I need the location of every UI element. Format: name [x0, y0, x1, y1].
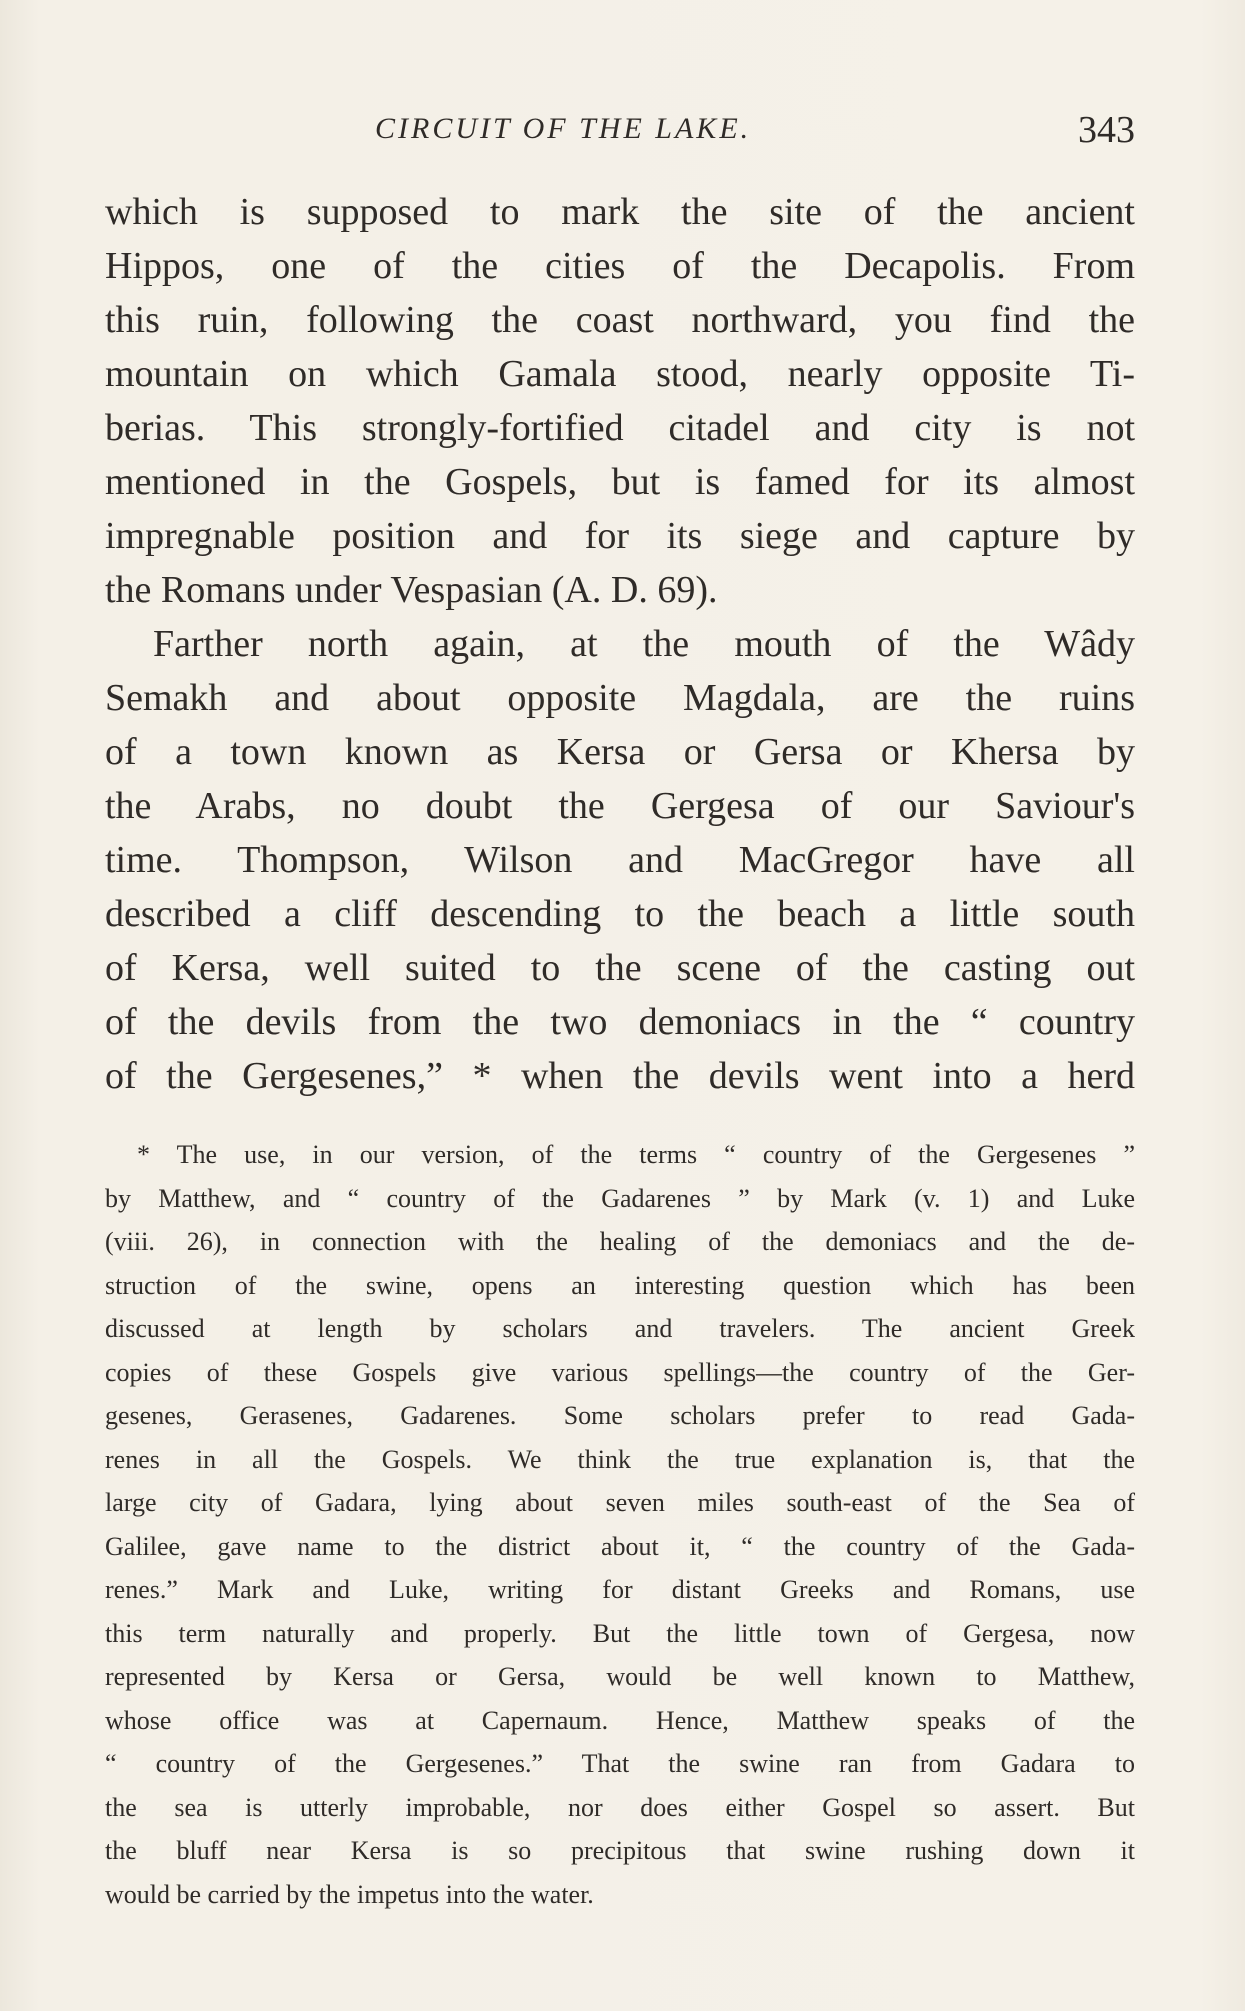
footnote-line: (viii. 26), in connection with the healing of the demoniacs and the de- — [105, 1227, 1135, 1256]
footnote-line: represented by Kersa or Gersa, would be well known to Matthew, — [105, 1662, 1135, 1691]
footnote-line: gesenes, Gerasenes, Gadarenes. Some scholars prefer to read Gada- — [105, 1401, 1135, 1430]
footnote-line: renes.” Mark and Luke, writing for distant Greeks and Romans, use — [105, 1575, 1135, 1604]
footnote-line: would be carried by the impetus into the water. — [105, 1879, 594, 1909]
text-line: Semakh and about opposite Magdala, are the ruins — [105, 677, 1135, 719]
text-line: berias. This strongly-fortified citadel and city is not — [105, 407, 1135, 449]
footnote-line: the bluff near Kersa is so precipitous that swine rushing down it — [105, 1836, 1135, 1865]
footnote-line: “ country of the Gergesenes.” That the swine ran from Gadara to — [105, 1749, 1135, 1778]
footnote-line: whose office was at Capernaum. Hence, Matthew speaks of the — [105, 1705, 1135, 1735]
footnote-line: large city of Gadara, lying about seven miles south-east of the Sea of — [105, 1488, 1135, 1517]
text-line: mentioned in the Gospels, but is famed for its almost — [105, 461, 1135, 503]
footnote-line: * The use, in our version, of the terms “ country of the Gergesenes ” — [137, 1140, 1135, 1169]
text-line: of a town known as Kersa or Gersa or Khersa by — [105, 731, 1135, 773]
text-line: the Romans under Vespasian (A. D. 69). — [105, 569, 718, 611]
text-line: time. Thompson, Wilson and MacGregor have all — [105, 839, 1135, 881]
text-line: Farther north again, at the mouth of the Wâdy — [153, 623, 1135, 665]
main-text — [105, 185, 1135, 1103]
text-line: this ruin, following the coast northward, you find the — [105, 299, 1135, 341]
text-line: the Arabs, no doubt the Gergesa of our Saviour's — [105, 785, 1135, 827]
text-line: described a cliff descending to the beach a little south — [105, 893, 1135, 935]
page-number: 343 — [1078, 109, 1135, 151]
text-line: of the Gergesenes,” * when the devils went into a herd — [105, 1055, 1135, 1097]
footnote-line: this term naturally and properly. But the little town of Gergesa, now — [105, 1618, 1135, 1648]
footnote-line: struction of the swine, opens an interesting question which has been — [105, 1270, 1135, 1300]
footnote-line: renes in all the Gospels. We think the true explanation is, that the — [105, 1444, 1135, 1474]
footnote — [105, 1133, 1135, 1916]
running-title: CIRCUIT OF THE LAKE. — [375, 112, 752, 145]
text-line: of the devils from the two demoniacs in the “ country — [105, 1001, 1135, 1043]
footnote-line: the sea is utterly improbable, nor does either Gospel so assert. But — [105, 1792, 1135, 1822]
text-line: Hippos, one of the cities of the Decapolis. From — [105, 245, 1135, 287]
text-line: which is supposed to mark the site of the ancient — [105, 191, 1135, 233]
footnote-line: discussed at length by scholars and travelers. The ancient Greek — [105, 1314, 1135, 1343]
page-header — [105, 108, 1135, 158]
text-line: mountain on which Gamala stood, nearly opposite Ti- — [105, 353, 1135, 395]
footnote-line: Galilee, gave name to the district about it, “ the country of the Gada- — [105, 1531, 1135, 1561]
text-line: of Kersa, well suited to the scene of the casting out — [105, 947, 1135, 989]
footnote-line: by Matthew, and “ country of the Gadarenes ” by Mark (v. 1) and Luke — [105, 1183, 1135, 1213]
footnote-line: copies of these Gospels give various spellings—the country of the Ger- — [105, 1357, 1135, 1387]
text-line: impregnable position and for its siege and capture by — [105, 515, 1135, 557]
